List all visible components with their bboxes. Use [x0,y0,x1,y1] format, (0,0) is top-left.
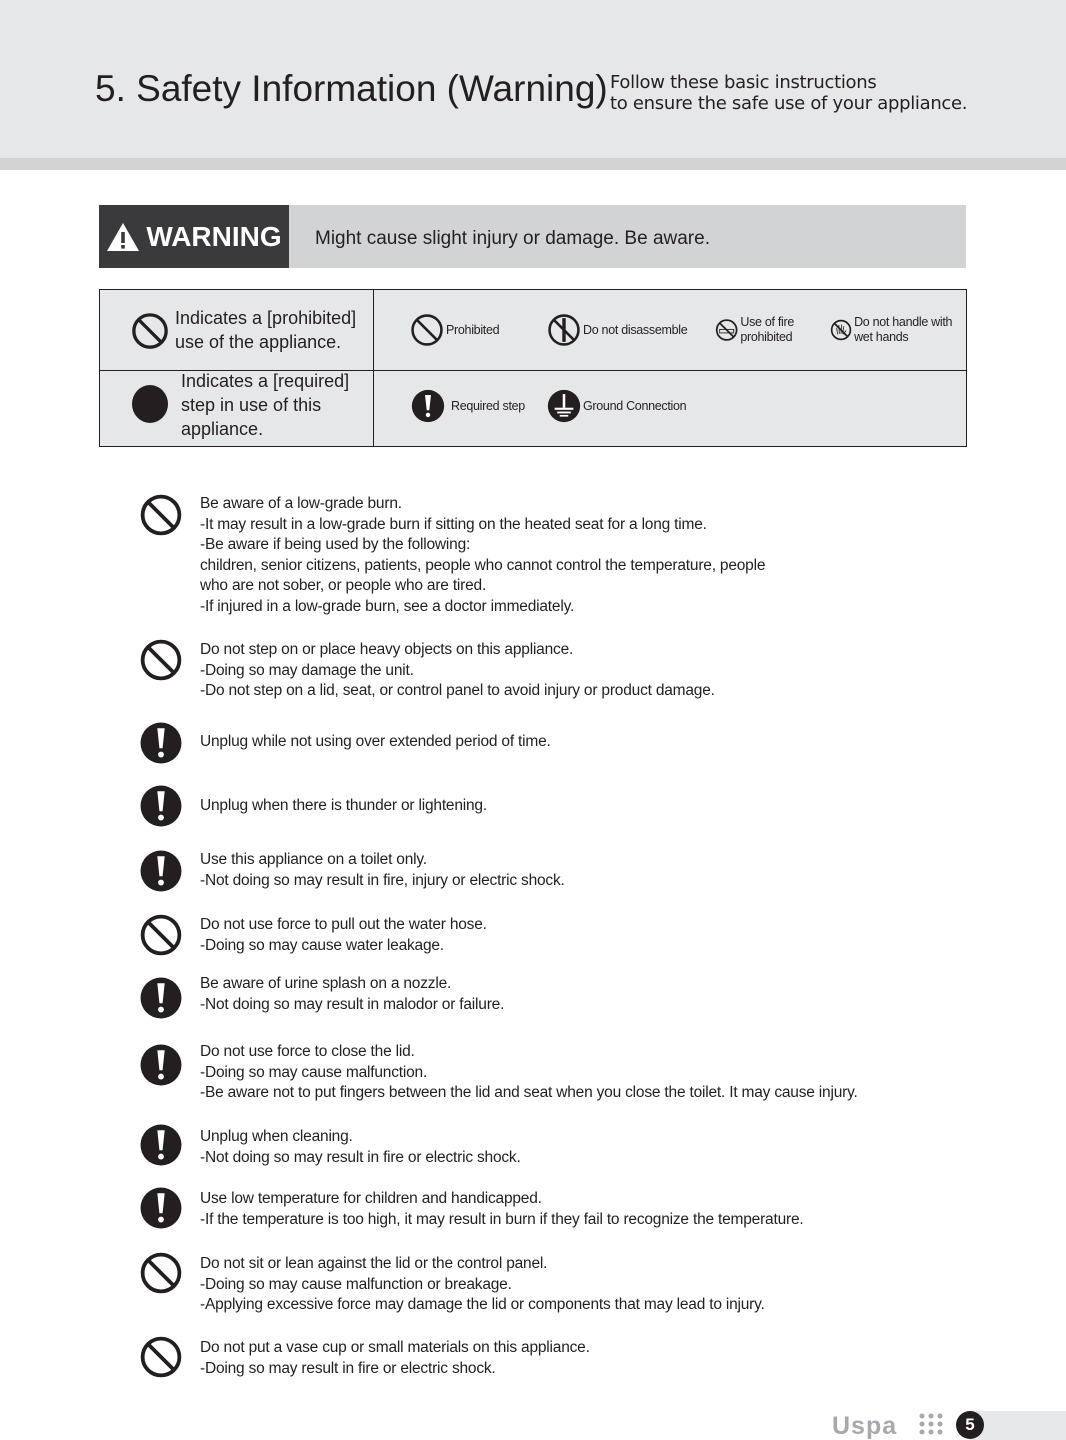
desc-line: step in use of this [181,395,322,415]
page-number: 5 [956,1411,984,1439]
symbol-ground-connection [547,389,686,423]
symbol-no-wet-hands [830,313,955,347]
warning-item-line: -Doing so may cause water leakage. [200,936,444,954]
warning-badge [99,205,289,268]
no-wet-hands-icon [830,313,852,347]
warning-item-line: -Not doing so may result in fire, injury or electric shock. [200,871,565,889]
warning-item-text [200,1127,521,1168]
warning-item-line: Do not use force to close the lid. [200,1043,415,1060]
warning-item-line: Do not use force to pull out the water hose. [200,916,487,933]
brand-logo: Uspa [832,1412,898,1440]
required-step-icon [140,1124,182,1166]
subtitle-line-1: Follow these basic instructions [610,72,877,93]
warning-item-line: Use this appliance on a toilet only. [200,851,427,868]
prohibited-icon [140,1252,182,1294]
prohibited-icon [131,312,169,350]
desc-line: Indicates a [prohibited] [175,308,357,328]
warning-item-line: -If the temperature is too high, it may result in burn if they fail to recognize the temperature. [200,1210,804,1228]
no-disassemble-icon [547,313,581,347]
desc-line: appliance. [181,419,264,439]
warning-item-text [200,640,715,702]
symbol-label: Do not disassemble [583,322,688,337]
prohibited-icon [140,1336,182,1378]
warning-item-line: -Applying excessive force may damage the lid or components that may lead to injury. [200,1296,765,1314]
desc-line: use of the appliance. [175,332,342,352]
symbol-no-fire [715,313,815,347]
warning-item-text [200,915,487,956]
warning-item-text [200,974,504,1015]
warning-item-line: -Not doing so may result in fire or electric shock. [200,1148,521,1166]
warning-item-line: Be aware of urine splash on a nozzle. [200,975,452,992]
warning-item-line: Be aware of a low-grade burn. [200,495,402,512]
prohibited-icon [410,313,444,347]
page-title: 5. Safety Information (Warning) [95,68,608,109]
warning-text: Might cause slight injury or damage. Be aware. [315,228,710,249]
ground-connection-icon [547,389,581,423]
warning-banner [99,205,966,268]
prohibited-icon [140,914,182,956]
prohibited-icon [140,639,182,681]
no-fire-icon [715,313,738,347]
warning-item-line: Unplug while not using over extended period of time. [200,733,551,750]
warning-item-line: -Doing so may cause malfunction or breakage. [200,1275,512,1293]
warning-item-line: Unplug when there is thunder or lightening. [200,797,487,814]
symbol-label: Ground Connection [583,398,687,413]
symbol-label: Required step [451,398,525,413]
warning-item-text [200,850,565,891]
warning-item-line: who are not sober, or people who are tired. [200,577,487,595]
symbol-no-disassemble [547,313,687,347]
prohibited-icon [140,494,182,536]
required-step-icon [140,977,182,1019]
symbol-legend-table [99,289,967,447]
symbol-label: Do not handle with wet hands [854,315,953,344]
warning-item-line: Do not sit or lean against the lid or the control panel. [200,1255,548,1272]
required-step-icon [411,389,445,423]
warning-item-line: -Do not step on a lid, seat, or control panel to avoid injury or product damage. [200,682,715,700]
required-step-icon [140,722,182,764]
warning-item-text [200,732,551,753]
warning-item-line: -Doing so may cause malfunction. [200,1063,428,1081]
warning-item-line: -Be aware not to put fingers between the lid and seat when you close the toilet. It may cause injury. [200,1084,858,1102]
warning-item-text [200,1338,590,1379]
required-indicator-icon [131,384,169,424]
required-step-icon [140,1187,182,1229]
symbol-required-step [411,389,525,423]
header-divider [0,158,1066,170]
warning-item-line: Do not step on or place heavy objects on this appliance. [200,641,574,658]
warning-item-line: -If injured in a low-grade burn, see a doctor immediately. [200,597,575,615]
symbol-label: Prohibited [446,322,500,337]
warning-item-line: -Be aware if being used by the following: [200,536,471,554]
warning-item-line: Unplug when cleaning. [200,1128,353,1145]
warning-item-line: -Doing so may result in fire or electric shock. [200,1359,496,1377]
symbol-prohibited [410,313,499,347]
required-description [181,369,349,441]
warning-item-text [200,1042,858,1104]
required-step-icon [140,850,182,892]
footer-band [970,1411,1066,1440]
warning-item-line: -It may result in a low-grade burn if sitting on the heated seat for a long time. [200,515,707,533]
warning-item-line: -Not doing so may result in malodor or failure. [200,995,505,1013]
desc-line: Indicates a [required] [181,371,350,391]
warning-label: WARNING [146,220,282,252]
brand-dots-icon [918,1413,944,1435]
warning-item-text [200,796,487,817]
required-step-icon [140,1044,182,1086]
warning-item-text [200,494,765,618]
warning-item-line: Do not put a vase cup or small materials on this appliance. [200,1339,590,1356]
page-subtitle [610,72,967,114]
required-step-icon [140,785,182,827]
warning-item-line: children, senior citizens, patients, people who cannot control the temperature, people [200,556,766,574]
subtitle-line-2: to ensure the safe use of your appliance. [610,93,968,114]
warning-item-text [200,1189,804,1230]
symbol-label: Use of fire prohibited [740,315,795,344]
warning-item-text [200,1254,765,1316]
warning-triangle-icon [106,222,140,252]
warning-item-line: -Doing so may damage the unit. [200,661,414,679]
legend-divider [373,290,374,446]
prohibited-description [175,306,356,354]
warning-item-line: Use low temperature for children and handicapped. [200,1190,542,1207]
